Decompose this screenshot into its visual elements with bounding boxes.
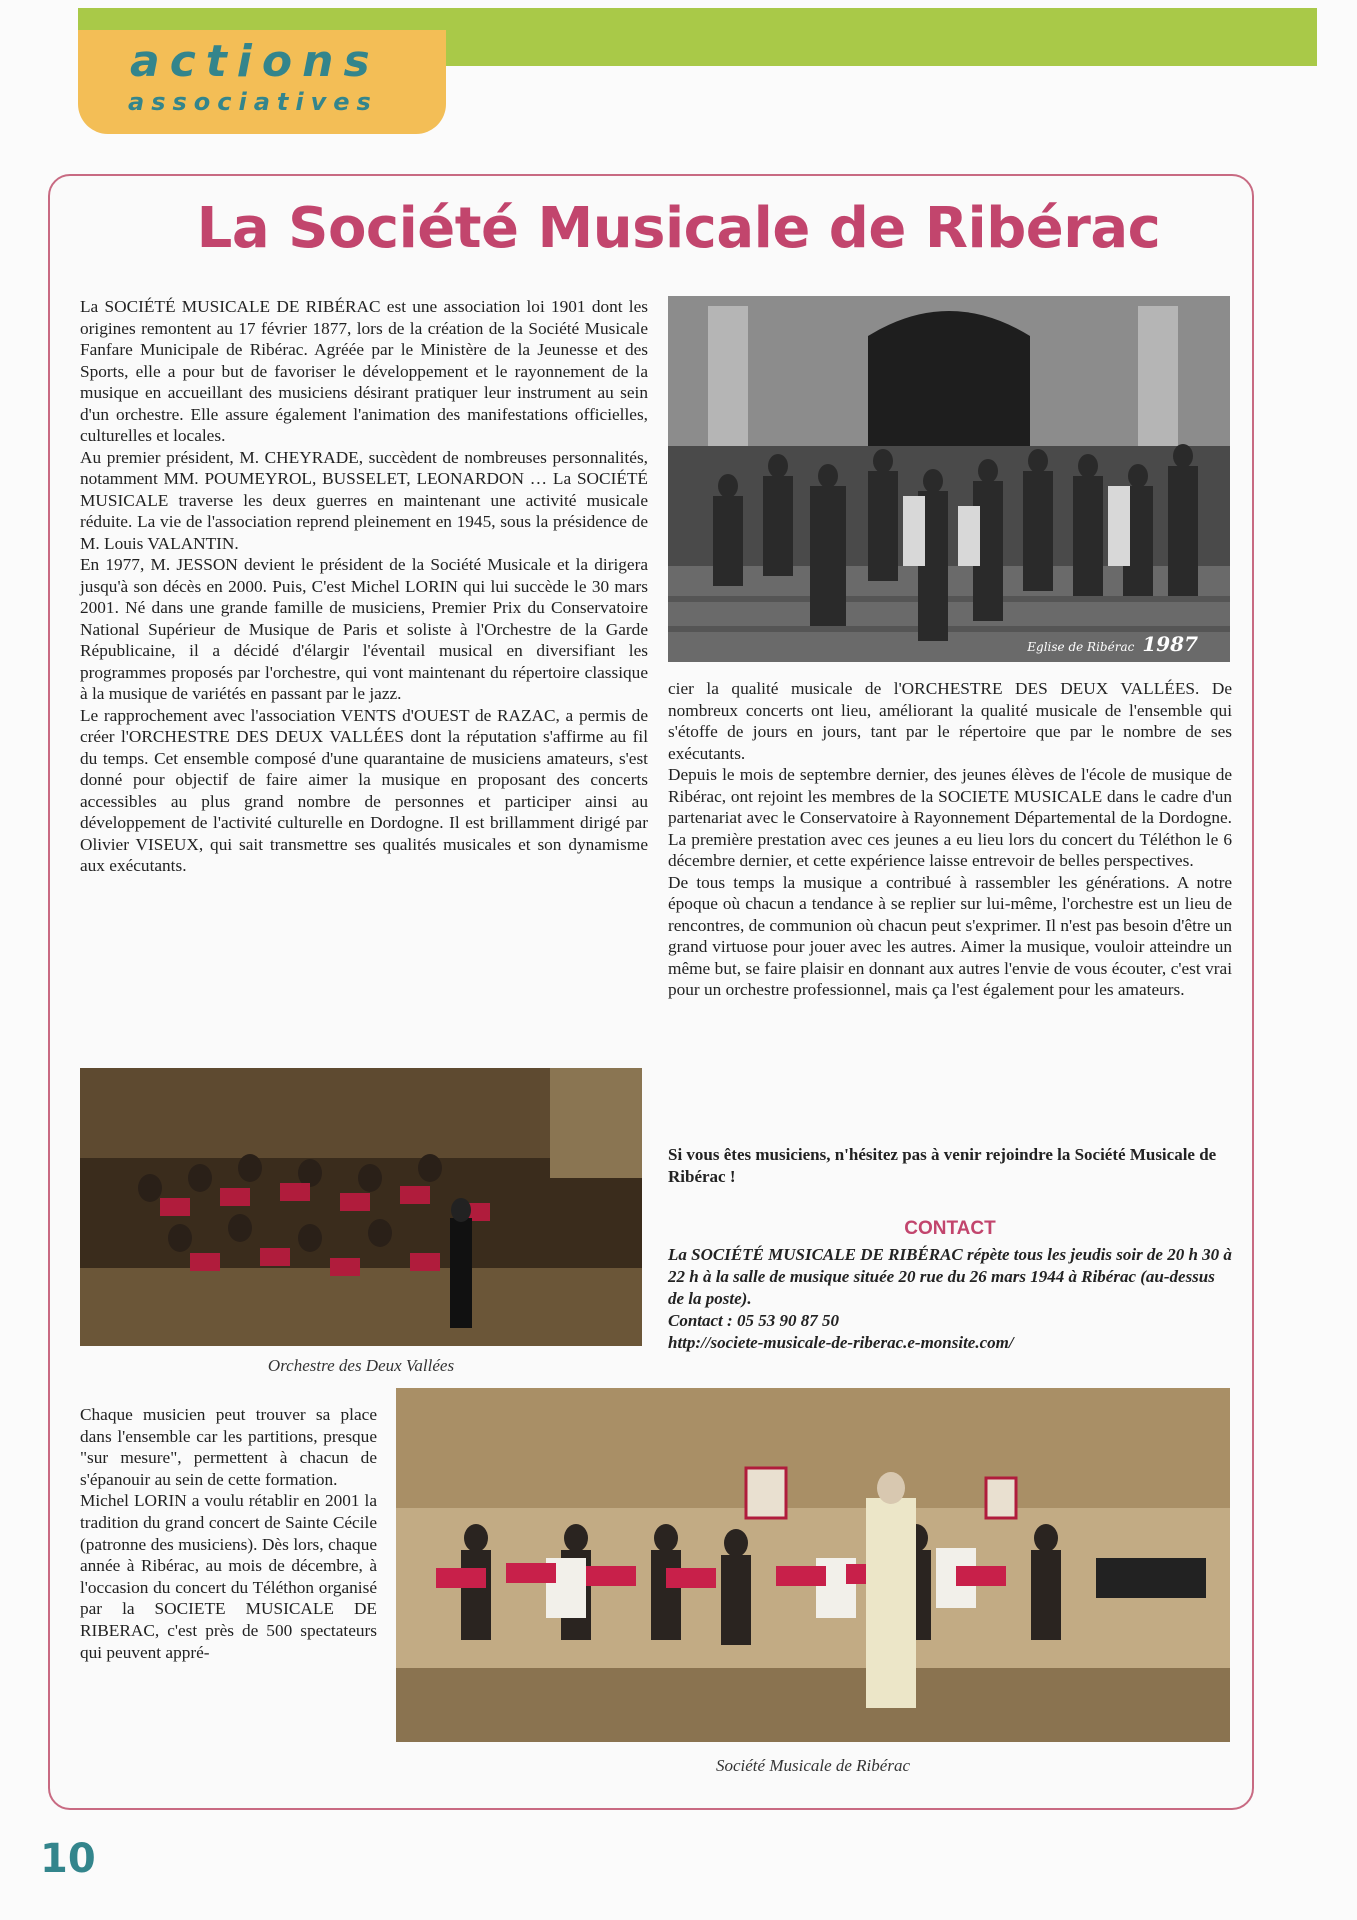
contact-heading: CONTACT	[904, 1218, 996, 1239]
left-column	[80, 296, 648, 877]
paragraph: cier la qualité musicale de l'ORCHESTRE DES DEUX VALLÉES. De nombreux concerts ont lieu, améliorant la qualité musicale de l'ensemble qui s'étoffe de jours en jours, tant par le répertoire que par le nombre de ses exécutants.	[668, 679, 1232, 763]
contact-text: La SOCIÉTÉ MUSICALE DE RIBÉRAC répète tous les jeudis soir de 20 h 30 à 22 h à la salle de musique située 20 rue du 26 mars 1944 à Ribérac (au-dessus de la poste).	[668, 1245, 1232, 1308]
photo1-label: Eglise de Ribérac 1987	[1027, 632, 1198, 656]
photo2-caption: Orchestre des Deux Vallées	[267, 1356, 455, 1375]
paragraph: En 1977, M. JESSON devient le président de la Société Musicale et la dirigera jusqu'à son décès en 2000. Puis, C'est Michel LORIN qui lui succède le 30 mars 2001. Né dans une grande famille de musiciens, Premier Prix du Conservatoire National Supérieur de Musique de Paris et soliste à l'Orchestre de la Garde Républicaine, il a décidé d'élargir l'éventail musical en diversifiant les programmes proposés par l'orchestre, qui vont maintenant du répertoire classique à la musique de variétés en passant par le jazz.	[80, 555, 648, 703]
right-column	[668, 678, 1232, 1001]
contact-block	[668, 1244, 1232, 1354]
section-subtitle: associatives	[128, 88, 378, 116]
appeal-text: Si vous êtes musiciens, n'hésitez pas à venir rejoindre la Société Musicale de Ribérac !	[668, 1145, 1217, 1186]
contact-url[interactable]: http://societe-musicale-de-riberac.e-monsite.com/	[668, 1333, 1014, 1352]
paragraph: Michel LORIN a voulu rétablir en 2001 la tradition du grand concert de Sainte Cécile (patronne des musiciens). Dès lors, chaque année à Ribérac, au mois de décembre, à l'occasion du concert du Téléthon organisé par la SOCIETE MUSICALE DE RIBERAC, c'est près de 500 spectateurs qui peuvent appré-	[80, 1491, 377, 1662]
section-tab	[78, 30, 446, 134]
article-title: La Société Musicale de Ribérac	[196, 196, 1161, 261]
photo-societe-musicale	[396, 1388, 1230, 1742]
photo-church-group-1987	[668, 296, 1230, 662]
paragraph: Depuis le mois de septembre dernier, des jeunes élèves de l'école de musique de Ribérac, ont rejoint les membres de la SOCIETE MUSICALE dans le cadre d'un partenariat avec le Conservatoire à Rayonnement Départemental de la Dordogne. La première prestation avec ces jeunes a eu lieu lors du concert du Téléthon le 6 décembre dernier, et cette expérience laisse entrevoir de belles perspectives.	[668, 765, 1232, 870]
paragraph: Au premier président, M. CHEYRADE, succèdent de nombreuses personnalités, notamment MM. POUMEYROL, BUSSELET, LEONARDON … La SOCIÉTÉ MUSICALE traverse les deux guerres en maintenant une activité musicale réduite. La vie de l'association reprend pleinement en 1945, sous la présidence de M. Louis VALANTIN.	[80, 447, 648, 553]
bottom-column	[80, 1404, 377, 1663]
page-number: 10	[40, 1836, 96, 1882]
paragraph: Chaque musicien peut trouver sa place dans l'ensemble car les partitions, presque "sur mesure", permettent à chacun de s'épanouir au sein de cette formation.	[80, 1405, 377, 1489]
paragraph: La SOCIÉTÉ MUSICALE DE RIBÉRAC est une association loi 1901 dont les origines remontent au 17 février 1877, lors de la création de la Société Musicale Fanfare Municipale de Ribérac. Agréée par le Ministère de la Jeunesse et des Sports, elle a pour but de favoriser le développement et le rayonnement de la musique en accueillant des musiciens désirant pratiquer leur instrument au sein d'un orchestre. Elle assure également l'animation des manifestations officielles, culturelles et locales.	[80, 297, 648, 445]
section-title: actions	[130, 36, 380, 87]
photo-orchestre-deux-vallees	[80, 1068, 642, 1346]
contact-phone: Contact : 05 53 90 87 50	[668, 1311, 839, 1330]
photo3-caption: Société Musicale de Ribérac	[715, 1756, 910, 1775]
paragraph: Le rapprochement avec l'association VENTS d'OUEST de RAZAC, a permis de créer l'ORCHESTRE DES DEUX VALLÉES dont la réputation s'affirme au fil du temps. Cet ensemble composé d'une quarantaine de musiciens amateurs, s'est donné pour objectif de faire aimer la musique en proposant des concerts accessibles au plus grand nombre de personnes et participer ainsi au développement de l'activité culturelle en Dordogne. Il est brillamment dirigé par Olivier VISEUX, qui sait transmettre ses qualités musicales et son dynamisme aux exécutants.	[80, 705, 648, 875]
paragraph: De tous temps la musique a contribué à rassembler les générations. A notre époque où chacun a tendance à se replier sur lui-même, l'orchestre est un lieu de rencontres, de communion où chacun peut s'exprimer. Il n'est pas besoin d'être un grand virtuose pour jouer avec les autres. Aimer la musique, vouloir atteindre un même but, se faire plaisir en donnant aux autres l'envie de vous écouter, c'est vrai pour un orchestre professionnel, mais ça l'est également pour les amateurs.	[668, 872, 1232, 999]
